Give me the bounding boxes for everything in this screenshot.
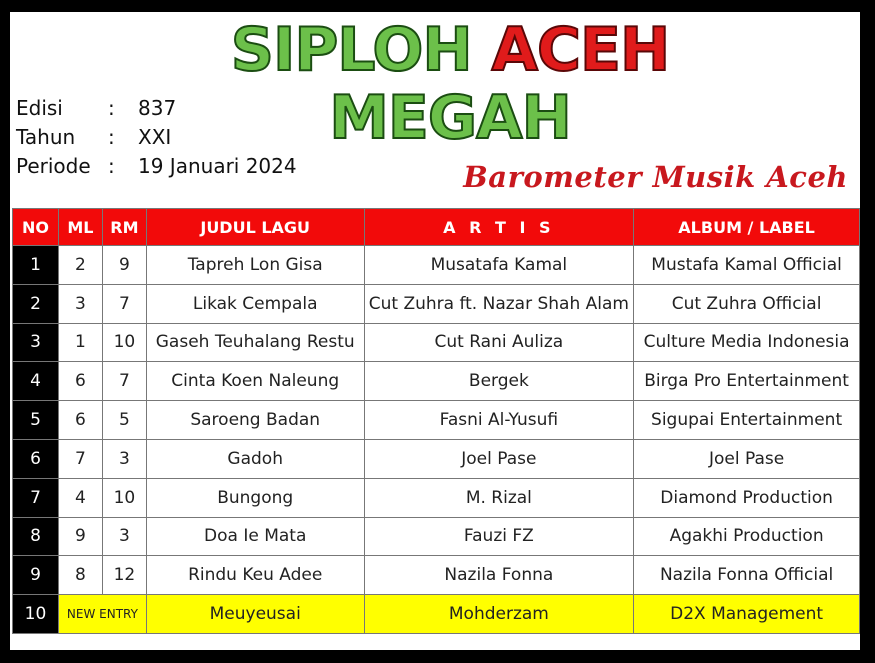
artist-cell: Mohderzam bbox=[364, 595, 634, 634]
table-row bbox=[13, 517, 860, 556]
period-row bbox=[16, 152, 297, 181]
ml-cell: 8 bbox=[58, 556, 102, 595]
table-row bbox=[13, 556, 860, 595]
table-row bbox=[13, 401, 860, 440]
rm-cell: 3 bbox=[102, 439, 146, 478]
colon: : bbox=[108, 96, 115, 120]
edition-value: 837 bbox=[138, 96, 177, 120]
album-cell: D2X Management bbox=[634, 595, 860, 634]
rm-cell: 3 bbox=[102, 517, 146, 556]
rm-cell: 12 bbox=[102, 556, 146, 595]
artist-cell: Musatafa Kamal bbox=[364, 246, 634, 285]
title-cell: Likak Cempala bbox=[146, 284, 364, 323]
rm-cell: 7 bbox=[102, 362, 146, 401]
ml-cell: 6 bbox=[58, 401, 102, 440]
rm-cell: 10 bbox=[102, 323, 146, 362]
table-row bbox=[13, 439, 860, 478]
rm-cell: 7 bbox=[102, 284, 146, 323]
title-cell: Rindu Keu Adee bbox=[146, 556, 364, 595]
ml-cell: 1 bbox=[58, 323, 102, 362]
ml-cell: 2 bbox=[58, 246, 102, 285]
colon: : bbox=[108, 154, 115, 178]
title-cell: Gadoh bbox=[146, 439, 364, 478]
ml-cell: 3 bbox=[58, 284, 102, 323]
ml-cell: 6 bbox=[58, 362, 102, 401]
album-cell: Agakhi Production bbox=[634, 517, 860, 556]
edition-info bbox=[16, 94, 297, 181]
title-cell: Doa Ie Mata bbox=[146, 517, 364, 556]
artist-cell: M. Rizal bbox=[364, 478, 634, 517]
title-part-aceh: ACEH bbox=[491, 15, 670, 85]
album-cell: Mustafa Kamal Official bbox=[634, 246, 860, 285]
rank-cell: 10 bbox=[13, 595, 59, 634]
title-cell: Bungong bbox=[146, 478, 364, 517]
rank-cell: 7 bbox=[13, 478, 59, 517]
header-ml: ML bbox=[58, 209, 102, 246]
title-part-megah: MEGAH bbox=[329, 83, 571, 153]
table-row bbox=[13, 246, 860, 285]
title-cell: Meuyeusai bbox=[146, 595, 364, 634]
rank-cell: 3 bbox=[13, 323, 59, 362]
ml-cell: 4 bbox=[58, 478, 102, 517]
ml-cell: 9 bbox=[58, 517, 102, 556]
album-cell: Culture Media Indonesia bbox=[634, 323, 860, 362]
album-cell: Diamond Production bbox=[634, 478, 860, 517]
artist-cell: Cut Zuhra ft. Nazar Shah Alam bbox=[364, 284, 634, 323]
table-row bbox=[13, 478, 860, 517]
chart-sheet bbox=[10, 12, 860, 650]
period-value: 19 Januari 2024 bbox=[138, 154, 297, 178]
title-cell: Cinta Koen Naleung bbox=[146, 362, 364, 401]
colon: : bbox=[108, 125, 115, 149]
table-header-row bbox=[13, 209, 860, 246]
artist-cell: Cut Rani Auliza bbox=[364, 323, 634, 362]
rm-cell: 9 bbox=[102, 246, 146, 285]
table-row bbox=[13, 284, 860, 323]
title-cell: Gaseh Teuhalang Restu bbox=[146, 323, 364, 362]
period-label: Periode bbox=[16, 154, 91, 178]
title-cell: Saroeng Badan bbox=[146, 401, 364, 440]
rm-cell: 5 bbox=[102, 401, 146, 440]
artist-cell: Fasni Al-Yusufi bbox=[364, 401, 634, 440]
year-row bbox=[16, 123, 297, 152]
album-cell: Cut Zuhra Official bbox=[634, 284, 860, 323]
artist-cell: Bergek bbox=[364, 362, 634, 401]
year-label: Tahun bbox=[16, 125, 76, 149]
artist-cell: Nazila Fonna bbox=[364, 556, 634, 595]
rank-cell: 2 bbox=[13, 284, 59, 323]
rank-cell: 8 bbox=[13, 517, 59, 556]
album-cell: Nazila Fonna Official bbox=[634, 556, 860, 595]
year-value: XXI bbox=[138, 125, 172, 149]
header-rm: RM bbox=[102, 209, 146, 246]
title-part-siploh: SIPLOH bbox=[230, 15, 472, 85]
rank-cell: 5 bbox=[13, 401, 59, 440]
rm-cell: 10 bbox=[102, 478, 146, 517]
title-cell: Tapreh Lon Gisa bbox=[146, 246, 364, 285]
rank-cell: 9 bbox=[13, 556, 59, 595]
chart-table bbox=[12, 208, 860, 634]
ml-cell: 7 bbox=[58, 439, 102, 478]
artist-cell: Fauzi FZ bbox=[364, 517, 634, 556]
header-no: NO bbox=[13, 209, 59, 246]
header-artis: A R T I S bbox=[364, 209, 634, 246]
header-album: ALBUM / LABEL bbox=[634, 209, 860, 246]
table-row bbox=[13, 362, 860, 401]
edition-row bbox=[16, 94, 297, 123]
album-cell: Joel Pase bbox=[634, 439, 860, 478]
rank-cell: 1 bbox=[13, 246, 59, 285]
tagline: Barometer Musik Aceh bbox=[463, 160, 848, 194]
new-entry-row bbox=[13, 595, 860, 634]
header-judul: JUDUL LAGU bbox=[146, 209, 364, 246]
new-entry-badge: NEW ENTRY bbox=[58, 595, 146, 634]
album-cell: Birga Pro Entertainment bbox=[634, 362, 860, 401]
rank-cell: 4 bbox=[13, 362, 59, 401]
edition-label: Edisi bbox=[16, 96, 63, 120]
artist-cell: Joel Pase bbox=[364, 439, 634, 478]
table-row bbox=[13, 323, 860, 362]
album-cell: Sigupai Entertainment bbox=[634, 401, 860, 440]
rank-cell: 6 bbox=[13, 439, 59, 478]
